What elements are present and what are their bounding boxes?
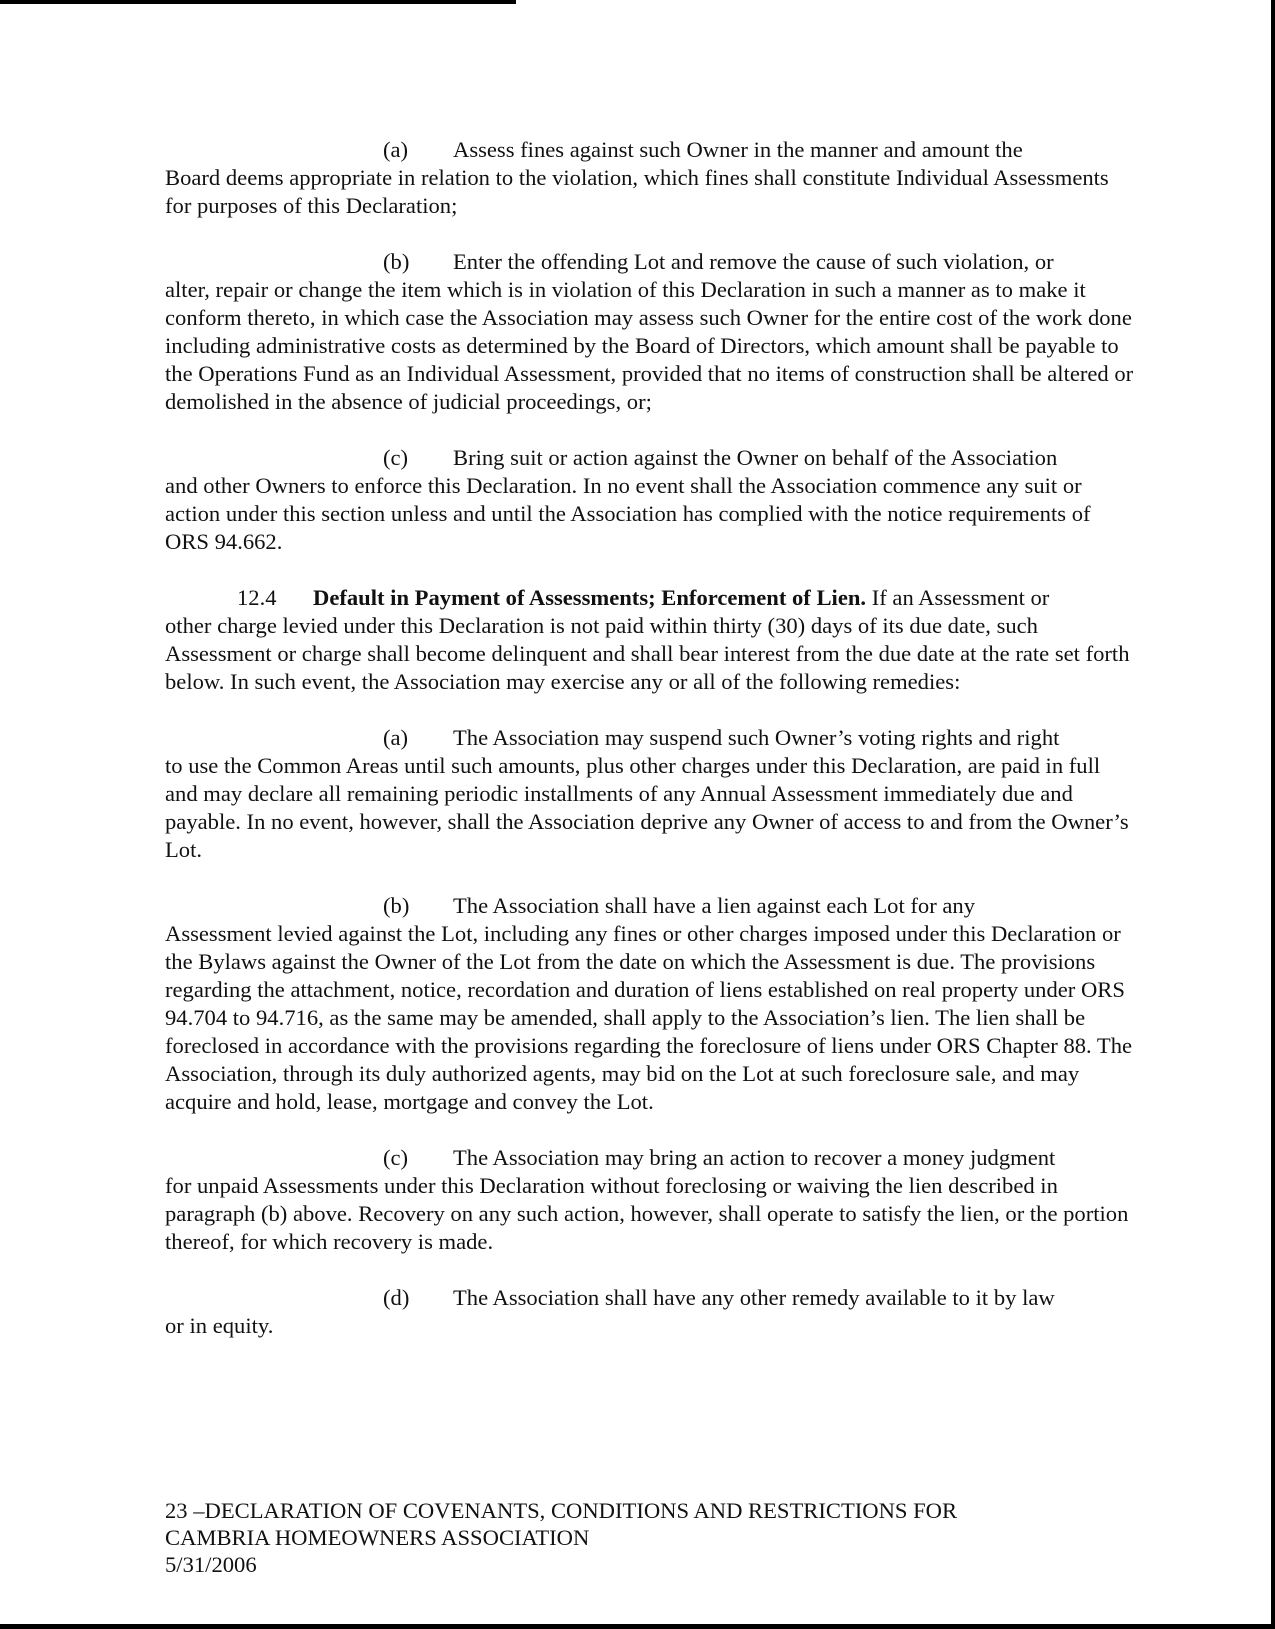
paragraph-first-line — [165, 892, 1135, 920]
paragraph-d-other-remedy — [165, 1284, 1135, 1340]
paragraph-first-line — [165, 136, 1135, 164]
paragraph-lead-text: The Association shall have any other remedy available to it by law — [453, 1285, 1055, 1310]
section-text: other charge levied under this Declaration is not paid within thirty (30) days of its due date, such Assessment or charge shall become delinquent and shall bear interest from the due date at the rate set forth below. In such event, the Association may exercise any or all of the following remedies: — [165, 613, 1130, 694]
paragraph-first-line — [165, 444, 1135, 472]
page-footer — [165, 1497, 1125, 1578]
paragraph-b-enter-lot — [165, 248, 1135, 416]
paragraph-text: for unpaid Assessments under this Declaration without foreclosing or waiving the lien described in paragraph (b) above. Recovery on any such action, however, shall operate to satisfy the lien, or the portion thereof, for which recovery is made. — [165, 1173, 1129, 1254]
section-heading: Default in Payment of Assessments; Enforcement of Lien. — [313, 585, 867, 610]
paragraph-marker: (b) — [383, 893, 410, 918]
paragraph-first-line — [165, 248, 1135, 276]
section-number: 12.4 — [237, 585, 277, 610]
paragraph-lead-text: The Association may bring an action to recover a money judgment — [453, 1145, 1056, 1170]
paragraph-lead-text: The Association may suspend such Owner’s voting rights and right — [453, 725, 1060, 750]
paragraph-first-line — [165, 724, 1135, 752]
paragraph-text: and other Owners to enforce this Declaration. In no event shall the Association commence any suit or action under this section unless and until the Association has complied with the notice requirements of ORS 94.662. — [165, 473, 1091, 554]
section-lead-text: If an Assessment or — [871, 585, 1050, 610]
paragraph-text: Board deems appropriate in relation to the violation, which fines shall constitute Individual Assessments for purposes of this Declaration; — [165, 165, 1109, 218]
paragraph-c-bring-suit — [165, 444, 1135, 556]
paragraph-marker: (a) — [383, 137, 409, 162]
section-12-4 — [165, 584, 1135, 696]
paragraph-lead-text: Enter the offending Lot and remove the cause of such violation, or — [453, 249, 1054, 274]
paragraph-text: to use the Common Areas until such amounts, plus other charges under this Declaration, are paid in full and may declare all remaining periodic installments of any Annual Assessment immediately due and payable. In no event, however, shall the Association deprive any Owner of access to and from the Owner’s Lot. — [165, 753, 1129, 862]
paragraph-text: alter, repair or change the item which is in violation of this Declaration in such a manner as to make it conform thereto, in which case the Association may assess such Owner for the entire cost of the work done including administrative costs as determined by the Board of Directors, which amount shall be payable to the Operations Fund as an Individual Assessment, provided that no items of construction shall be altered or demolished in the absence of judicial proceedings, or; — [165, 277, 1134, 414]
scan-edge-bottom — [0, 1624, 1275, 1629]
paragraph-first-line — [165, 1144, 1135, 1172]
paragraph-lead-text: Bring suit or action against the Owner on behalf of the Association — [453, 445, 1058, 470]
paragraph-text: or in equity. — [165, 1313, 274, 1338]
paragraph-first-line — [165, 1284, 1135, 1312]
paragraph-a-suspend-rights — [165, 724, 1135, 864]
footer-title-line-2: CAMBRIA HOMEOWNERS ASSOCIATION — [165, 1525, 590, 1550]
scan-edge-right — [1271, 0, 1275, 1629]
paragraph-a-fines — [165, 136, 1135, 220]
footer-title-line-1: 23 –DECLARATION OF COVENANTS, CONDITIONS AND RESTRICTIONS FOR — [165, 1498, 958, 1523]
paragraph-marker: (a) — [383, 725, 409, 750]
scan-edge-top — [0, 0, 516, 4]
paragraph-c-money-judgment — [165, 1144, 1135, 1256]
document-body — [165, 136, 1135, 1368]
footer-date: 5/31/2006 — [165, 1552, 257, 1577]
paragraph-text: Assessment levied against the Lot, including any fines or other charges imposed under this Declaration or the Bylaws against the Owner of the Lot from the date on which the Assessment is due. The provisions regarding the attachment, notice, recordation and duration of liens established on real property under ORS 94.704 to 94.716, as the same may be amended, shall apply to the Association’s lien. The lien shall be foreclosed in accordance with the provisions regarding the foreclosure of liens under ORS Chapter 88. The Association, through its duly authorized agents, may bid on the Lot at such foreclosure sale, and may acquire and hold, lease, mortgage and convey the Lot. — [165, 921, 1133, 1114]
paragraph-lead-text: Assess fines against such Owner in the manner and amount the — [453, 137, 1023, 162]
paragraph-marker: (d) — [383, 1285, 410, 1310]
paragraph-marker: (c) — [383, 445, 409, 470]
paragraph-marker: (b) — [383, 249, 410, 274]
paragraph-lead-text: The Association shall have a lien against each Lot for any — [453, 893, 975, 918]
paragraph-marker: (c) — [383, 1145, 409, 1170]
paragraph-b-lien — [165, 892, 1135, 1116]
section-first-line — [165, 584, 1135, 612]
